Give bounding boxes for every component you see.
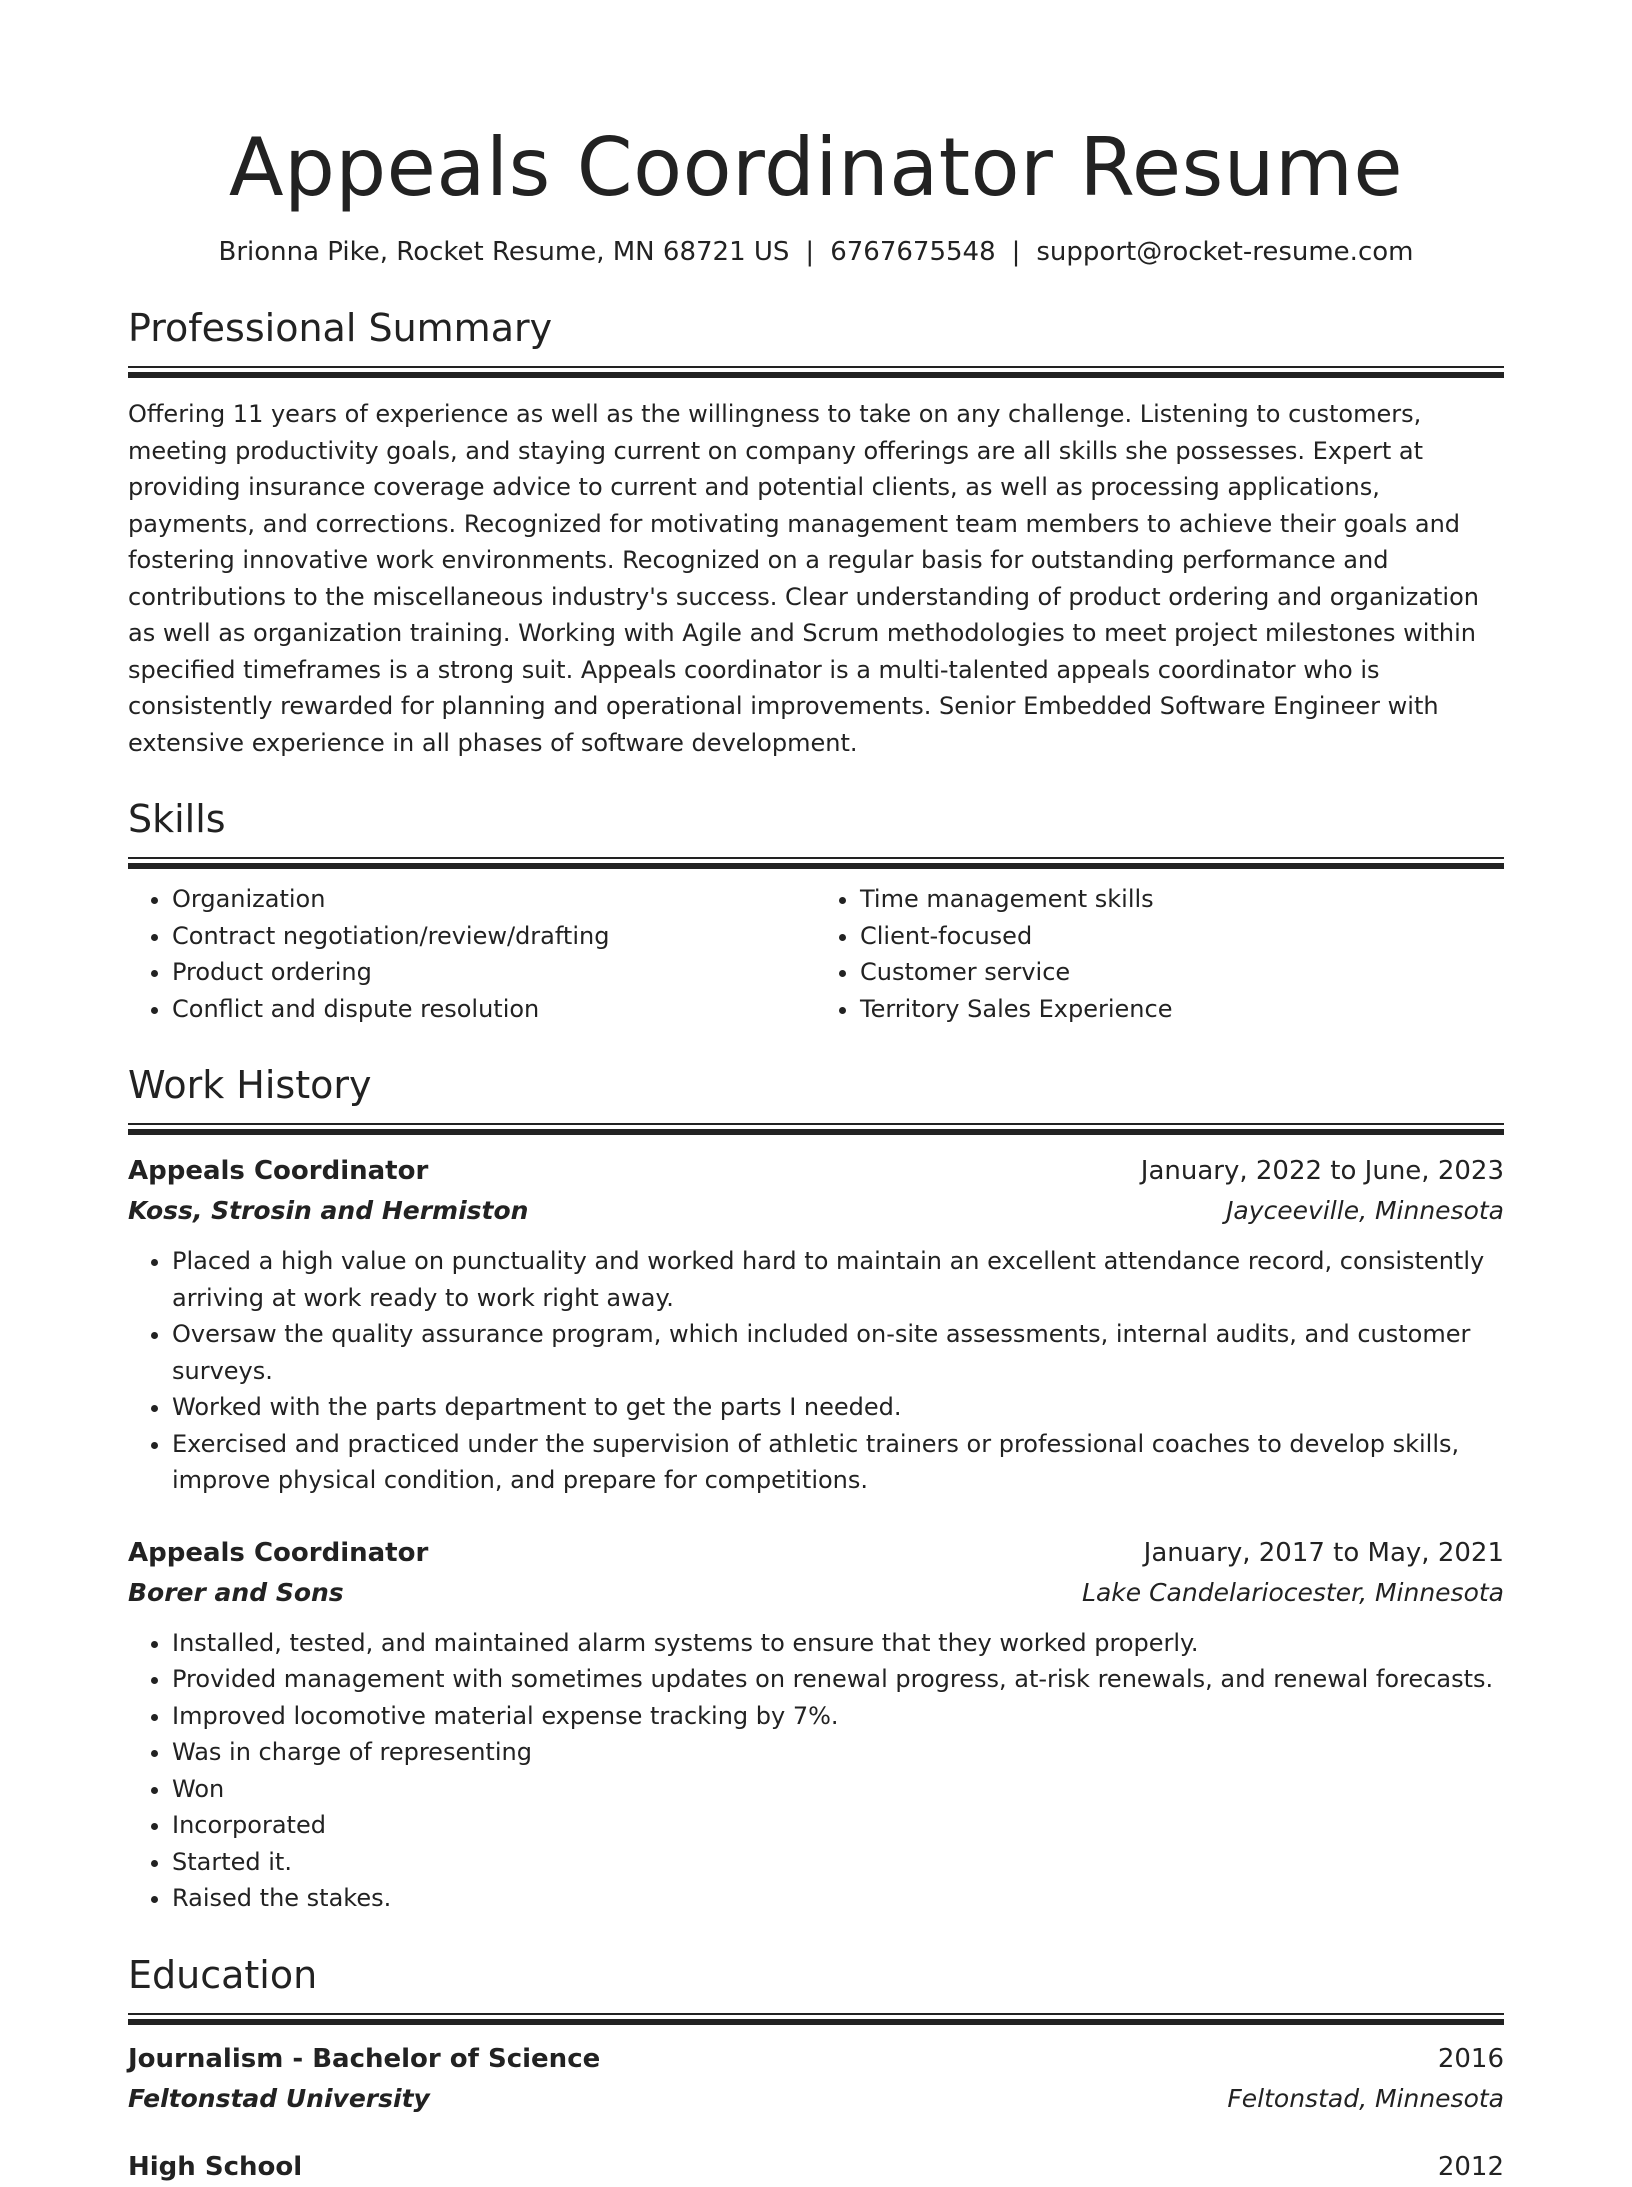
skill-item: • Organization xyxy=(172,881,816,918)
job-bullet: • Installed, tested, and maintained alarm systems to ensure that they worked properly. xyxy=(172,1625,1504,1662)
section-divider xyxy=(128,857,1504,867)
contact-separator: | xyxy=(805,237,815,267)
contact-line xyxy=(128,234,1504,270)
job-employer: Koss, Strosin and Hermiston xyxy=(128,1196,529,1225)
section-heading-education: Education xyxy=(128,1952,318,1997)
summary-text: Offering 11 years of experience as well as the willingness to take on any challenge. Listening to customers, meeting productivity goals, and staying current on company offerings are all skills she possesses. Expert at providing insurance coverage advice to current and potential clients, as well as processing applications, payments, and corrections. Recognized for motivating management team members to achieve their goals and fostering innovative work environments. Recognized on a regular basis for outstanding performance and contributions to the miscellaneous industry's success. Clear understanding of product ordering and organization as well as organization training. Working with Agile and Scrum methodologies to meet project milestones within specified timeframes is a strong suit. Appeals coordinator is a multi-talented appeals coordinator who is consistently rewarded for planning and operational improvements. Senior Embedded Software Engineer with extensive experience in all phases of software development. xyxy=(128,400,1479,757)
work-history-section xyxy=(128,1061,1504,1917)
contact-email: support@rocket-resume.com xyxy=(1036,237,1414,267)
resume-page xyxy=(128,118,1504,2187)
skill-item: • Client-focused xyxy=(860,918,1504,955)
skills-list xyxy=(128,881,1504,1027)
job-employer: Borer and Sons xyxy=(128,1577,344,1607)
job-entry xyxy=(128,1151,1504,1499)
job-bullet: • Oversaw the quality assurance program, which included on-site assessments, internal audits, and customer surveys. xyxy=(172,1316,1504,1389)
section-divider xyxy=(128,366,1504,376)
job-bullet: • Provided management with sometimes updates on renewal progress, at-risk renewals, and renewal forecasts. xyxy=(172,1661,1504,1698)
education-year: 2016 xyxy=(1437,2043,1504,2074)
education-degree: Journalism - Bachelor of Science xyxy=(128,2043,601,2074)
job-bullet: • Raised the stakes. xyxy=(172,1880,1504,1917)
contact-address: Brionna Pike, Rocket Resume, MN 68721 US xyxy=(218,237,790,267)
skills-column-right xyxy=(816,881,1504,1027)
job-bullets xyxy=(128,1243,1504,1499)
job-location: Jayceeville, Minnesota xyxy=(1226,1196,1504,1225)
section-heading-work-history: Work History xyxy=(128,1063,372,1107)
skill-item: • Customer service xyxy=(860,954,1504,991)
job-dates: January, 2017 to May, 2021 xyxy=(1143,1537,1504,1568)
education-location: Feltonstad, Minnesota xyxy=(1227,2083,1504,2113)
summary-section xyxy=(128,304,1504,761)
job-title: Appeals Coordinator xyxy=(128,1156,429,1186)
job-bullets xyxy=(128,1625,1504,1917)
job-bullet: • Started it. xyxy=(172,1844,1504,1881)
skills-section xyxy=(128,795,1504,1027)
skill-item: • Conflict and dispute resolution xyxy=(172,991,816,1028)
skills-column-left xyxy=(128,881,816,1027)
section-heading-skills: Skills xyxy=(128,797,226,841)
job-bullet: • Won xyxy=(172,1771,1504,1808)
contact-separator: | xyxy=(1011,237,1021,267)
section-divider xyxy=(128,2013,1504,2023)
skill-item: • Product ordering xyxy=(172,954,816,991)
job-location: Lake Candelariocester, Minnesota xyxy=(1082,1577,1504,1607)
education-degree: High School xyxy=(128,2151,303,2182)
education-section xyxy=(128,1951,1504,2187)
job-bullet: • Incorporated xyxy=(172,1807,1504,1844)
section-heading-summary: Professional Summary xyxy=(128,306,553,350)
education-school: Feltonstad University xyxy=(128,2083,430,2113)
skill-item: • Contract negotiation/review/drafting xyxy=(172,918,816,955)
skill-item: • Time management skills xyxy=(860,881,1504,918)
job-dates: January, 2022 to June, 2023 xyxy=(1140,1156,1504,1186)
skill-item: • Territory Sales Experience xyxy=(860,991,1504,1028)
contact-phone: 6767675548 xyxy=(830,237,996,267)
job-bullet: • Was in charge of representing xyxy=(172,1734,1504,1771)
job-bullet: • Exercised and practiced under the supervision of athletic trainers or professional coaches to develop skills, improve physical condition, and prepare for competitions. xyxy=(172,1426,1504,1499)
job-bullet: • Improved locomotive material expense tracking by 7%. xyxy=(172,1698,1504,1735)
education-year: 2012 xyxy=(1437,2151,1504,2182)
section-divider xyxy=(128,1123,1504,1133)
job-bullet: • Placed a high value on punctuality and worked hard to maintain an excellent attendance record, consistently arriving at work ready to work right away. xyxy=(172,1243,1504,1316)
page-title: Appeals Coordinator Resume xyxy=(228,121,1404,214)
job-entry xyxy=(128,1533,1504,1917)
job-title: Appeals Coordinator xyxy=(128,1537,429,1568)
job-bullet: • Worked with the parts department to get the parts I needed. xyxy=(172,1389,1504,1426)
education-entry xyxy=(128,2147,1504,2187)
education-entry xyxy=(128,2039,1504,2119)
